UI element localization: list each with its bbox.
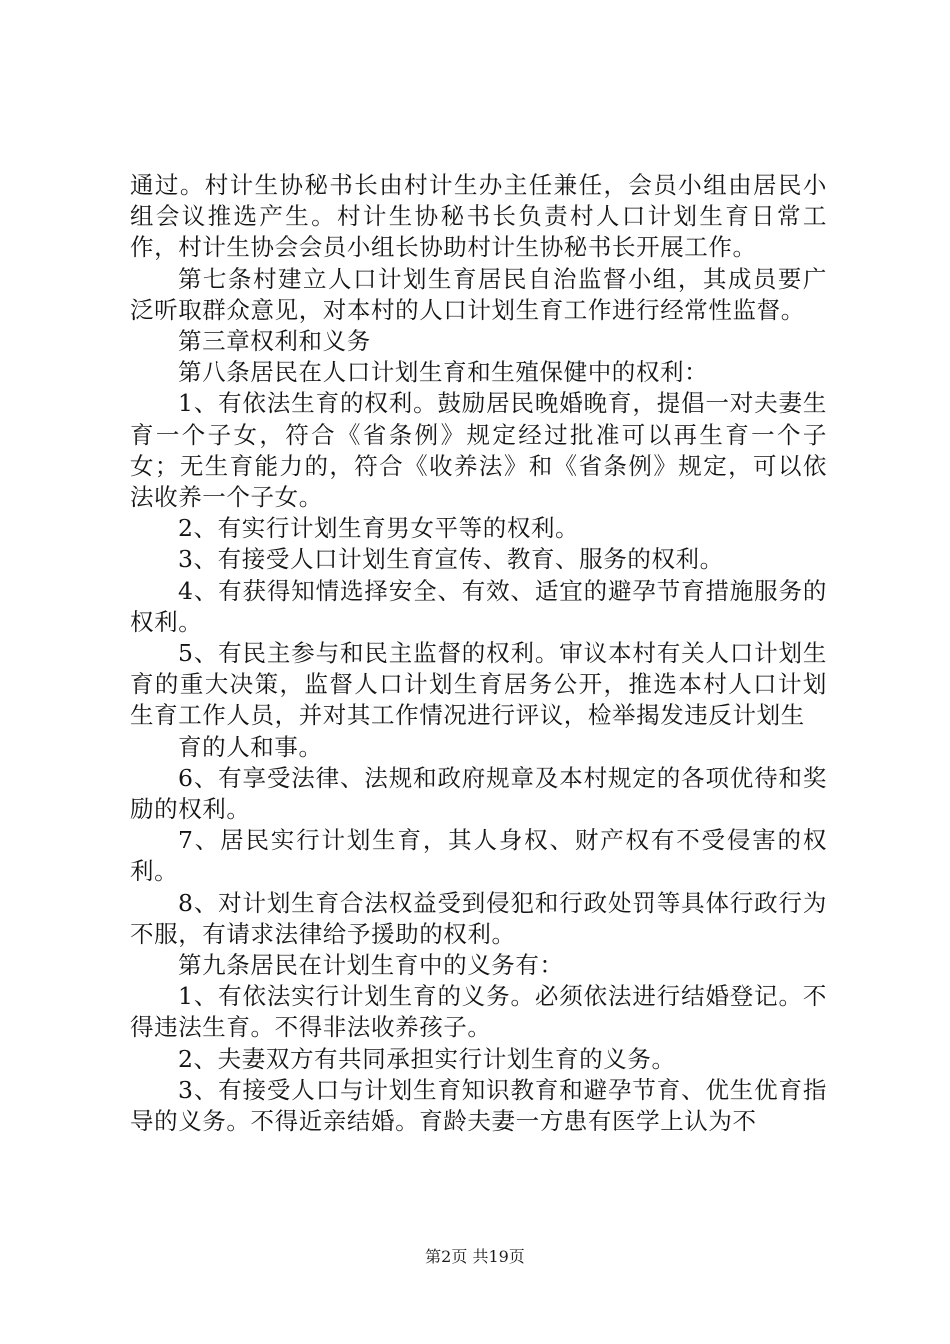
list-item: 6、有享受法律、法规和政府规章及本村规定的各项优待和奖励的权利。 [130,763,827,824]
article-heading: 第八条居民在人口计划生育和生殖保健中的权利： [178,358,709,387]
paragraph: 第七条村建立人口计划生育居民自治监督小组，其成员要广泛听取群众意见，对本村的人口计划生育工作进行经常性监督。 [130,264,827,324]
list-item: 7、居民实行计划生育，其人身权、财产权有不受侵害的权利。 [130,826,827,886]
list-item: 5、有民主参与和民主监督的权利。审议本村有关人口计划生育的重大决策，监督人口计划生育居务公开，推选本村人口计划生育工作人员，并对其工作情况进行评议，检举揭发违反计划生 [130,639,827,730]
paragraph: 通过。村计生协秘书长由村计生办主任兼任，会员小组由居民小组会议推选产生。村计生协秘书长负责村人口计划生育日常工作，村计生协会会员小组长协助村计生协秘书长开展工作。 [130,171,827,262]
chapter-heading: 第三章权利和义务 [178,327,371,356]
page-number-footer: 第2页 共19页 [425,1247,525,1266]
list-item: 8、对计划生育合法权益受到侵犯和行政处罚等具体行政行为不服，有请求法律给予援助的权利。 [130,888,827,948]
list-item: 3、有接受人口计划生育宣传、教育、服务的权利。 [178,545,724,574]
list-item: 2、有实行计划生育男女平等的权利。 [178,514,580,543]
list-item: 3、有接受人口与计划生育知识教育和避孕节育、优生优育指导的义务。不得近亲结婚。育龄夫妻一方患有医学上认为不 [130,1075,827,1136]
list-item-continuation: 育的人和事。 [178,732,323,761]
list-item: 1、有依法实行计划生育的义务。必须依法进行结婚登记。不得违法生育。不得非法收养孩子。 [130,982,827,1042]
document-body [130,170,827,1137]
list-item: 1、有依法生育的权利。鼓励居民晚婚晚育，提倡一对夫妻生育一个子女，符合《省条例》规定经过批准可以再生育一个子女；无生育能力的，符合《收养法》和《省条例》规定，可以依法收养一个子女。 [130,389,827,512]
list-item: 2、夫妻双方有共同承担实行计划生育的义务。 [178,1044,676,1073]
article-heading: 第九条居民在计划生育中的义务有： [178,951,564,980]
list-item: 4、有获得知情选择安全、有效、适宜的避孕节育措施服务的权利。 [130,576,827,636]
